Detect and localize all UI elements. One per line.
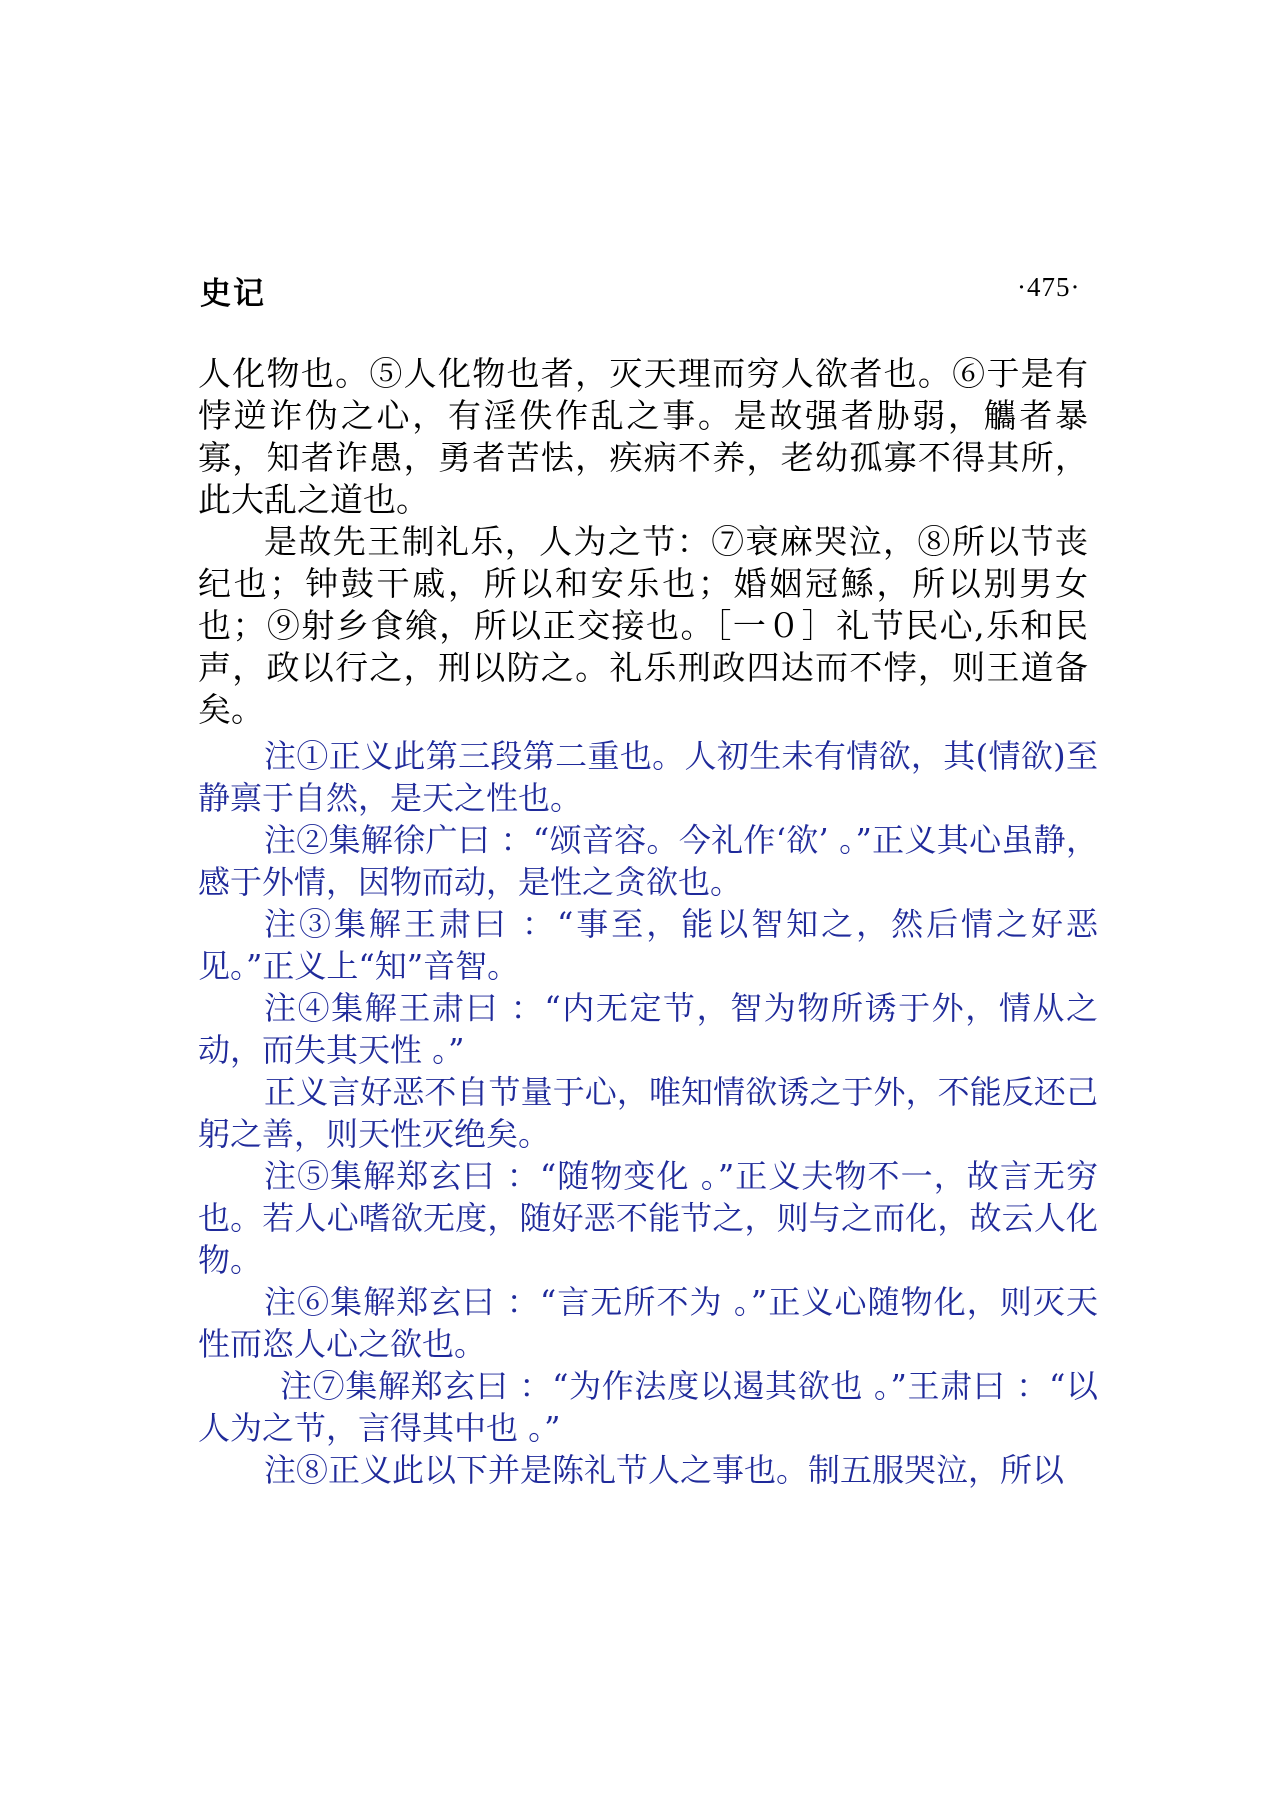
note-8: 注⑧正义此以下并是陈礼节人之事也。制五服哭泣，所以 [264,1451,1065,1489]
note-4-continuation: 正义言好恶不自节量于心，唯知情欲诱之于外，不能反还己躬之善，则天性灭绝矣。 [198,1073,1098,1153]
note-7: 注⑦集解郑玄曰 ：“为作法度以遏其欲也 。”王肃曰 ：“以人为之节，言得其中也 。” [198,1367,1098,1447]
main-paragraph: 是故先王制礼乐，人为之节：⑦衰麻哭泣，⑧所以节丧纪也；钟鼓干戚，所以和安乐也；婚姻冠鯀，所以别男女也；⑨射乡食飨，所以正交接也。［一０］礼节民心,乐和民声，政以行之，刑以防之。礼乐刑政四达而不悖，则王道备矣。 [198,522,1088,729]
note-5: 注⑤集解郑玄曰 ：“随物变化 。”正义夫物不一，故言无穷也。若人心嗜欲无度，随好恶不能节之，则与之而化，故云人化物。 [198,1157,1098,1279]
book-title: 史记 [200,276,266,312]
note-3: 注③集解王肃曰 ：“事至，能以智知之，然后情之好恶见。”正义上“知”音智。 [198,905,1098,985]
note-2: 注②集解徐广曰 ：“颂音容。今礼作‘欲’ 。”正义其心虽静，感于外情，因物而动，是性之贪欲也。 [198,821,1098,901]
note-6: 注⑥集解郑玄曰 ：“言无所不为 。”正义心随物化，则灭天性而恣人心之欲也。 [198,1283,1098,1363]
main-text [198,353,1088,731]
page-number: ·475· [1017,272,1081,302]
note-4: 注④集解王肃曰 ：“内无定节，智为物所诱于外，情从之动，而失其天性 。” [198,989,1098,1069]
note-1: 注①正义此第三段第二重也。人初生未有情欲，其(情欲)至静禀于自然，是天之性也。 [198,737,1098,817]
annotations [198,735,1098,1491]
main-paragraph: 人化物也。⑤人化物也者，灭天理而穷人欲者也。⑥于是有悖逆诈伪之心，有淫佚作乱之事。是故强者胁弱，觿者暴寡，知者诈愚，勇者苦怯，疾病不养，老幼孤寡不得其所，此大乱之道也。 [198,354,1088,519]
